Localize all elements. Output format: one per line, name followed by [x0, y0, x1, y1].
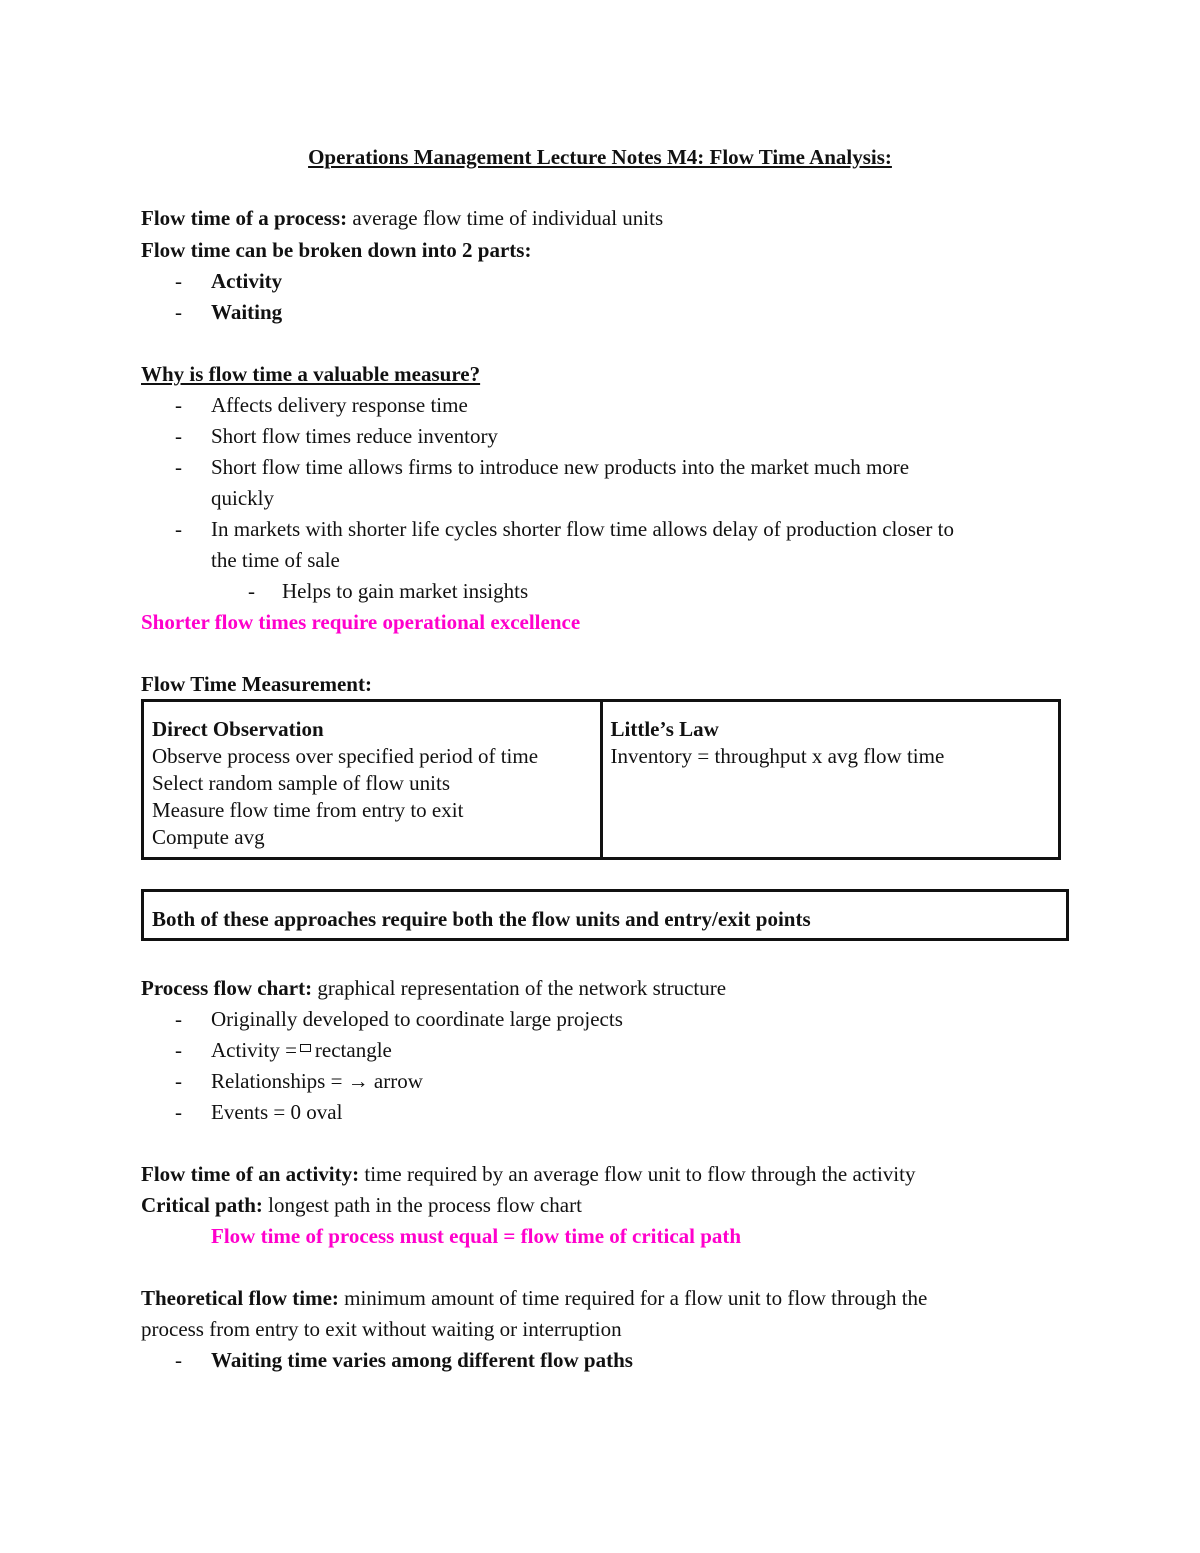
why-item: Short flow time allows firms to introduce new products into the market much more: [211, 455, 910, 479]
theoretical-item: Waiting time varies among different flow paths: [211, 1348, 633, 1372]
process-chart-item-activity: [211, 1038, 392, 1062]
littles-law-formula: Inventory = throughput x avg flow time: [610, 744, 945, 768]
why-sub-item: Helps to gain market insights: [282, 579, 529, 603]
bullet-dash: -: [175, 1007, 182, 1031]
bullet-dash: -: [175, 1100, 182, 1124]
broken-down-heading: Flow time can be broken down into 2 parts:: [141, 238, 532, 262]
page-title: Operations Management Lecture Notes M4: Flow Time Analysis:: [308, 145, 892, 169]
why-item: Affects delivery response time: [211, 393, 468, 417]
theoretical-text-continued: process from entry to exit without waiting or interruption: [141, 1317, 622, 1341]
direct-observation-line: Select random sample of flow units: [152, 771, 451, 795]
flow-time-text: average flow time of individual units: [347, 206, 664, 230]
direct-observation-line: Measure flow time from entry to exit: [152, 798, 464, 822]
bullet-dash: -: [175, 1069, 182, 1093]
sub-bullet-dash: -: [248, 579, 255, 603]
direct-observation-cell: [143, 701, 602, 859]
activity-flow-definition: [141, 1162, 915, 1186]
critical-path-text: longest path in the process flow chart: [262, 1193, 582, 1217]
process-chart-item: Relationships = → arrow: [211, 1069, 423, 1093]
theoretical-definition: [141, 1286, 927, 1310]
theoretical-term: Theoretical flow time:: [141, 1286, 339, 1310]
activity-shape-label: rectangle: [314, 1038, 392, 1062]
approaches-note-box: Both of these approaches require both the flow units and entry/exit points: [141, 889, 1069, 941]
why-heading: Why is flow time a valuable measure?: [141, 362, 481, 386]
bullet-dash: -: [175, 1348, 182, 1372]
critical-path-definition: [141, 1193, 582, 1217]
bullet-dash: -: [175, 300, 182, 324]
process-chart-definition: [141, 976, 726, 1000]
process-chart-item: Originally developed to coordinate large projects: [211, 1007, 623, 1031]
highlight-excellence: Shorter flow times require operational excellence: [141, 610, 581, 634]
process-chart-term: Process flow chart:: [141, 976, 313, 1000]
bullet-dash: -: [175, 424, 182, 448]
bullet-dash: -: [175, 517, 182, 541]
bullet-dash: -: [175, 455, 182, 479]
theoretical-text: minimum amount of time required for a flow unit to flow through the: [338, 1286, 928, 1310]
littles-law-cell: [601, 701, 1060, 859]
activity-flow-text: time required by an average flow unit to flow through the activity: [359, 1162, 916, 1186]
flow-time-definition: [141, 206, 663, 230]
highlight-critical-path: Flow time of process must equal = flow time of critical path: [211, 1224, 742, 1248]
activity-flow-term: Flow time of an activity:: [141, 1162, 360, 1186]
direct-observation-line: Observe process over specified period of time: [152, 744, 539, 768]
bullet-dash: -: [175, 393, 182, 417]
littles-law-title: Little’s Law: [610, 717, 719, 741]
why-item: In markets with shorter life cycles shorter flow time allows delay of production closer to: [211, 517, 954, 541]
measurement-heading: Flow Time Measurement:: [141, 672, 372, 696]
process-chart-text: graphical representation of the network structure: [312, 976, 727, 1000]
part-activity: Activity: [211, 269, 283, 293]
bullet-dash: -: [175, 1038, 182, 1062]
why-item-continued: quickly: [211, 486, 274, 510]
why-item-continued: the time of sale: [211, 548, 340, 572]
measurement-table: [141, 699, 1061, 860]
rectangle-icon: [300, 1044, 311, 1052]
direct-observation-line: Compute avg: [152, 825, 265, 849]
flow-time-term: Flow time of a process:: [141, 206, 348, 230]
activity-prefix: Activity =: [211, 1038, 297, 1062]
why-item: Short flow times reduce inventory: [211, 424, 498, 448]
direct-observation-title: Direct Observation: [152, 717, 324, 741]
process-chart-item: Events = 0 oval: [211, 1100, 343, 1124]
critical-path-term: Critical path:: [141, 1193, 263, 1217]
part-waiting: Waiting: [211, 300, 283, 324]
bullet-dash: -: [175, 269, 182, 293]
